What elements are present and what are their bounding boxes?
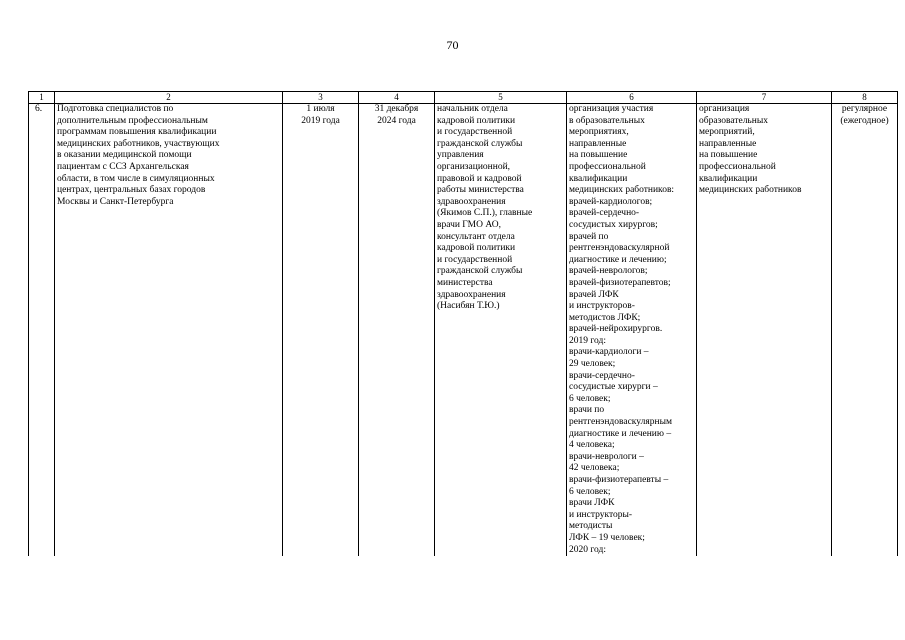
cell-line: профессиональной (569, 161, 646, 172)
cell-line: работы министерства (437, 185, 524, 196)
cell-line: 2020 год: (569, 544, 606, 555)
cell-line: консультант отдела (437, 231, 515, 242)
cell-line: на повышение (569, 150, 628, 161)
cell-line: организация (699, 104, 750, 114)
cell-line: и инструкторы- (569, 509, 633, 520)
cell-line: врачи-неврологи – (569, 451, 644, 462)
cell-line: мероприятиях, (569, 127, 629, 138)
cell-line: врачей-физиотерапевтов; (569, 277, 671, 288)
cell-line: 4 человека; (569, 440, 615, 451)
column-number-row (29, 92, 898, 104)
result-cell (567, 104, 697, 557)
cell-line: направленные (569, 138, 627, 149)
cell-line: врачи ГМО АО, (437, 219, 501, 230)
cell-line: сосудистых хирургов; (569, 219, 658, 230)
cell-line: в оказании медицинской помощи (57, 150, 192, 161)
responsible-cell (435, 104, 567, 557)
column-header: 1 (29, 92, 55, 104)
cell-line: министерства (437, 277, 493, 288)
cell-line: кадровой политики (437, 115, 516, 126)
cell-line: Москвы и Санкт-Петербурга (57, 196, 174, 207)
cell-line: врачи ЛФК (569, 498, 615, 509)
cell-line: здравоохранения (437, 196, 506, 207)
cell-line: врачей-кардиологов; (569, 196, 653, 207)
cell-line: медицинских работников: (569, 185, 675, 196)
cell-line: гражданской службы (437, 138, 523, 149)
column-header: 4 (359, 92, 435, 104)
cell-line: 6 человек; (569, 393, 611, 404)
end-date-cell (359, 104, 435, 557)
cell-line: и государственной (437, 127, 513, 138)
cell-line: 6 человек; (569, 486, 611, 497)
cell-line: врачи-сердечно- (569, 370, 635, 381)
cell-line: пациентам с ССЗ Архангельская (57, 161, 189, 172)
cell-line: и инструкторов- (569, 301, 635, 312)
cell-line: на повышение (699, 150, 758, 161)
cell-line: начальник отдела (437, 104, 508, 114)
cell-line: квалификации (699, 173, 758, 184)
cell-line: гражданской службы (437, 266, 523, 277)
cell-line: 2024 года (377, 115, 416, 126)
cell-line: мероприятий, (699, 127, 755, 138)
cell-line: программам повышения квалификации (57, 127, 217, 138)
cell-line: 2019 год: (569, 335, 606, 346)
cell-line: врачей ЛФК (569, 289, 619, 300)
cell-line: рентгенэндоваскулярным (569, 417, 672, 428)
cell-line: квалификации (569, 173, 628, 184)
table-row (29, 104, 898, 557)
column-header: 5 (435, 92, 567, 104)
cell-line: организация участия (569, 104, 654, 114)
cell-line: врачи-физиотерапевты – (569, 475, 669, 485)
cell-line: сосудистые хирурги – (569, 382, 658, 393)
cell-line: 31 декабря (374, 104, 419, 114)
cell-line: врачи по (569, 405, 605, 416)
cell-line: врачей-сердечно- (569, 208, 640, 219)
cell-line: (ежегодное) (840, 115, 889, 126)
cell-line: организационной, (437, 161, 511, 172)
cell-line: профессиональной (699, 161, 776, 172)
cell-line: медицинских работников, участвующих (57, 138, 220, 149)
cell-line: диагностике и лечению; (569, 254, 667, 265)
cell-line: кадровой политики (437, 243, 516, 254)
cell-line: 29 человек; (569, 359, 616, 370)
plan-table (28, 91, 898, 556)
cell-line: здравоохранения (437, 289, 506, 300)
cell-line: медицинских работников (699, 185, 802, 196)
cell-line: управления (437, 150, 484, 161)
characteristic-cell (697, 104, 832, 557)
cell-line: дополнительным профессиональным (57, 115, 208, 126)
cell-line: 1 июля (306, 104, 335, 114)
cell-line: правовой и кадровой (437, 173, 522, 184)
cell-line: области, в том числе в симуляционных (57, 173, 215, 184)
cell-line: рентгенэндоваскулярной (569, 243, 670, 254)
column-header: 7 (697, 92, 832, 104)
cell-line: регулярное (841, 104, 888, 114)
cell-line: 2019 года (301, 115, 340, 126)
cell-line: ЛФК – 19 человек; (569, 532, 645, 543)
page-number: 70 (446, 38, 459, 52)
cell-line: в образовательных (569, 115, 645, 126)
cell-line: диагностике и лечению – (569, 428, 672, 439)
column-header: 6 (567, 92, 697, 104)
cell-line: врачей-неврологов; (569, 266, 648, 277)
cell-line: 42 человека; (569, 463, 620, 474)
row-number: 6. (35, 104, 43, 114)
start-date-cell (283, 104, 359, 557)
cell-line: и государственной (437, 254, 513, 265)
column-header: 8 (832, 92, 898, 104)
row-number-cell (29, 104, 55, 557)
cell-line: методисты (569, 521, 613, 532)
measure-cell (55, 104, 283, 557)
cell-line: центрах, центральных базах городов (57, 185, 206, 196)
column-header: 2 (55, 92, 283, 104)
cell-line: направленные (699, 138, 757, 149)
cell-line: врачей-нейрохирургов. (569, 324, 663, 335)
cell-line: методистов ЛФК; (569, 312, 641, 323)
cell-line: врачей по (569, 231, 609, 242)
frequency-cell (832, 104, 898, 557)
cell-line: (Насибян Т.Ю.) (437, 301, 500, 312)
cell-line: образовательных (699, 115, 768, 126)
column-header: 3 (283, 92, 359, 104)
cell-line: Подготовка специалистов по (57, 104, 174, 114)
cell-line: (Якимов С.П.), главные (437, 208, 533, 219)
cell-line: врачи-кардиологи – (569, 347, 649, 358)
